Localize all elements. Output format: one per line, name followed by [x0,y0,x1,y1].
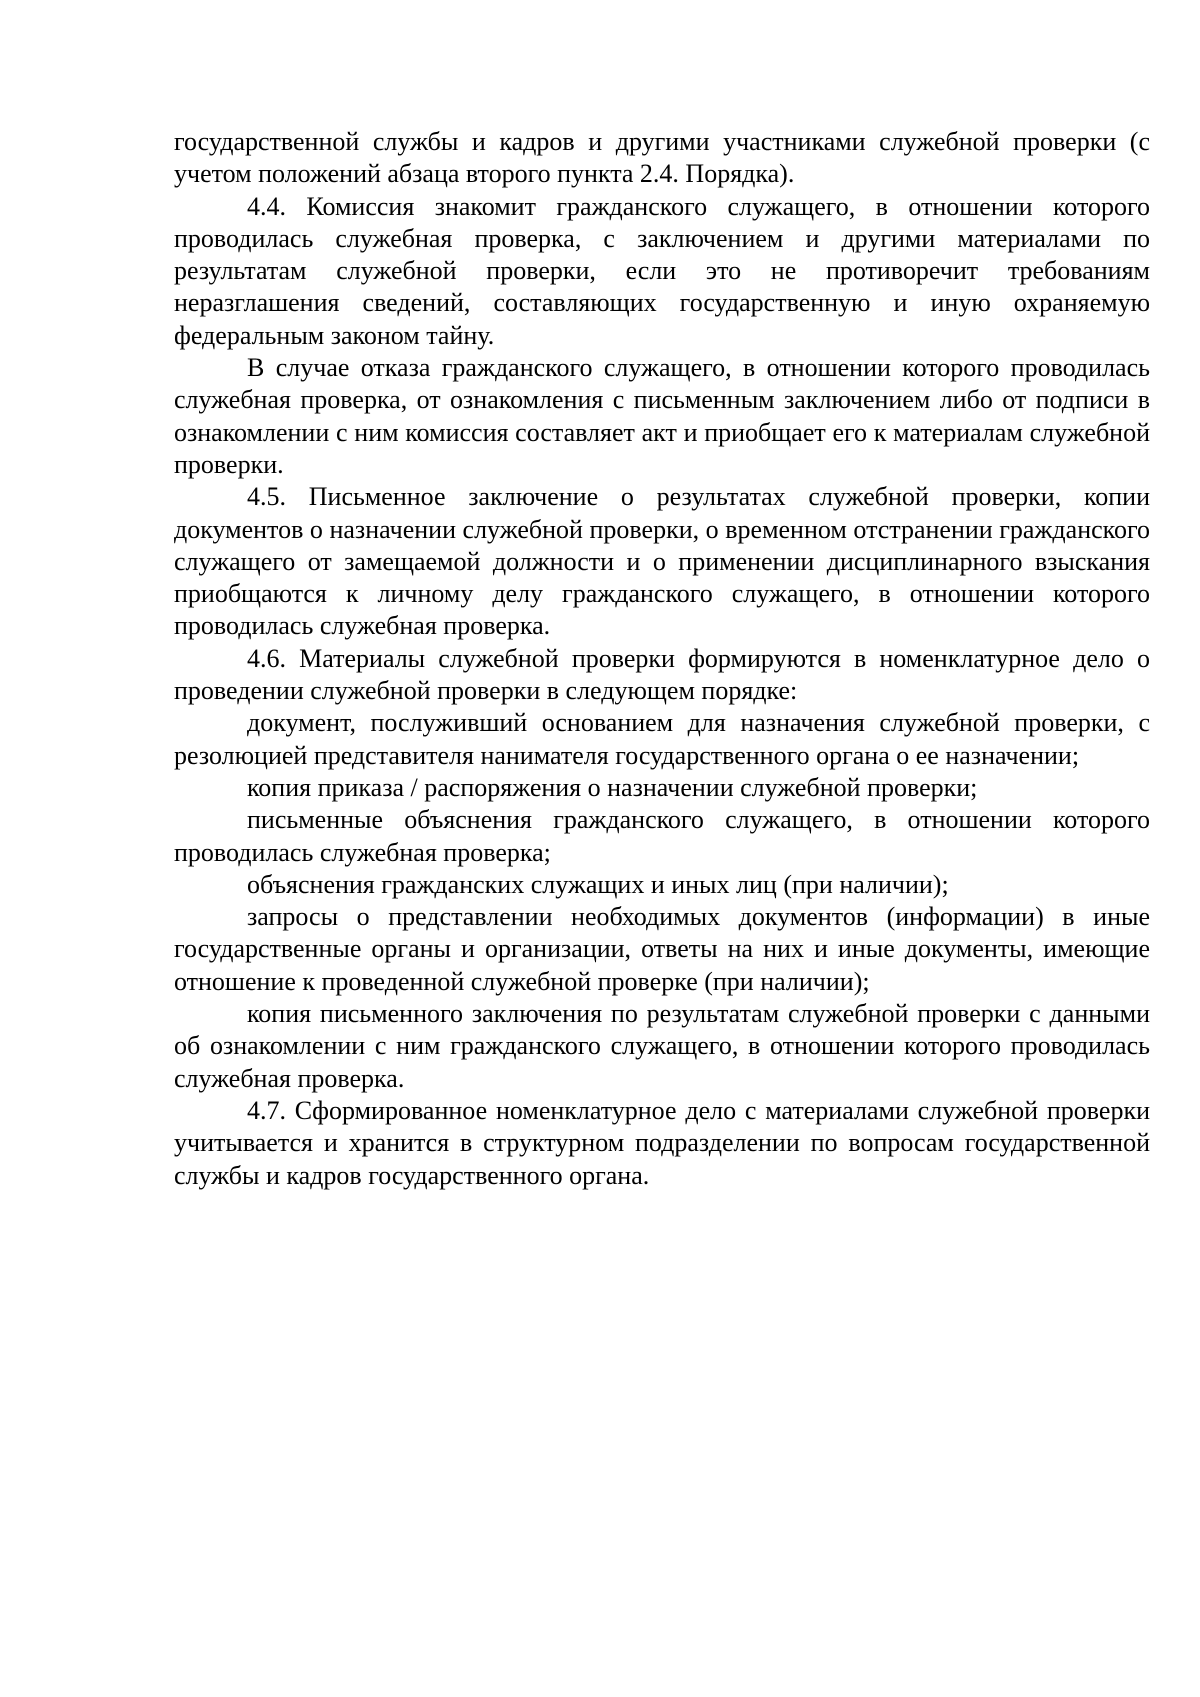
list-item-conclusion-copy: копия письменного заключения по результатам служебной проверки с данными об ознакомлении с ним гражданского служащего, в отношении которого проводилась служебная проверка. [174,999,1150,1093]
paragraph-continuation: государственной службы и кадров и другими участниками служебной проверки (с учетом положений абзаца второго пункта 2.4. Порядка). [174,127,1150,189]
list-item-order-copy: копия приказа / распоряжения о назначении служебной проверки; [247,772,978,802]
paragraph-4-7: 4.7. Сформированное номенклатурное дело с материалами служебной проверки учитывается и хранится в структурном подразделении по вопросам государственной службы и кадров государственного органа. [174,1095,1150,1190]
paragraph-4-5: 4.5. Письменное заключение о результатах служебной проверки, копии документов о назначении служебной проверки, о временном отстранении гражданского служащего от замещаемой должности и о применении дисциплинарного взыскания приобщаются к личному делу гражданского служащего, в отношении которого проводилась служебная проверка. [174,482,1150,641]
list-item-requests: запросы о представлении необходимых документов (информации) в иные государственные органы и организации, ответы на них и иные документы, имеющие отношение к проведенной служебной проверке (при наличии); [174,902,1150,996]
paragraph-refusal: В случае отказа гражданского служащего, в отношении которого проводилась служебная проверка, от ознакомления с письменным заключением либо от подписи в ознакомлении с ним комиссия составляет акт и приобщает его к материалам служебной проверки. [174,353,1150,479]
document-body [174,126,1150,1192]
paragraph-4-4: 4.4. Комиссия знакомит гражданского служащего, в отношении которого проводилась служебная проверка, с заключением и другими материалами по результатам служебной проверки, если это не противоречит требованиям неразглашения сведений, составляющих государственную и иную охраняемую федеральным законом тайну. [174,191,1150,350]
list-item-other-explanations: объяснения гражданских служащих и иных лиц (при наличии); [247,869,949,899]
list-item-written-explanations: письменные объяснения гражданского служащего, в отношении которого проводилась служебная проверка; [174,805,1150,867]
paragraph-4-6: 4.6. Материалы служебной проверки формируются в номенклатурное дело о проведении служебной проверки в следующем порядке: [174,643,1150,706]
list-item-basis-document: документ, послуживший основанием для назначения служебной проверки, с резолюцией представителя нанимателя государственного органа о ее назначении; [174,708,1150,770]
